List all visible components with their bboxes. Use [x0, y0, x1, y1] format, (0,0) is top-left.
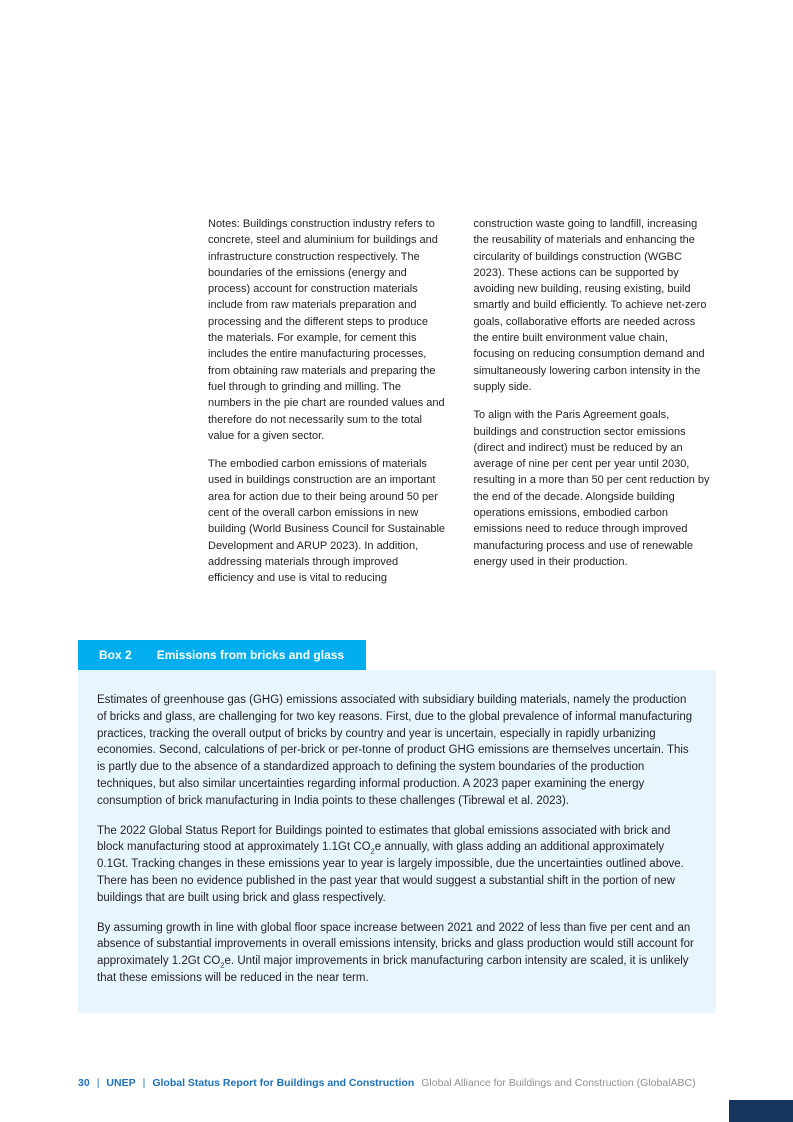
footer-org: UNEP: [106, 1077, 136, 1089]
page-footer: [78, 1077, 696, 1089]
footer-alliance: Global Alliance for Buildings and Construction (GlobalABC): [421, 1077, 696, 1089]
corner-tab-decoration: [729, 1100, 793, 1122]
box2-body: [78, 670, 716, 1013]
box2-p2-text: The 2022 Global Status Report for Buildings pointed to estimates that global emissions associated with brick and block manufacturing stood at approximately 1.1Gt CO: [97, 824, 671, 854]
box2-header: [78, 640, 366, 670]
box2-paragraph-1: Estimates of greenhouse gas (GHG) emissions associated with subsidiary building materials, namely the production of bricks and glass, are challenging for two key reasons. First, due to the global prevalence of informal manufacturing practices, tracking the overall output of bricks by country and year is uncertain, especially in rapidly urbanizing economies. Second, calculations of per-brick or per-tonne of product GHG emissions are themselves uncertain. This is partly due to the absence of a standardized approach to defining the system boundaries of the production techniques, but also similar uncertainties regarding informal production. A 2023 paper examining the energy consumption of brick manufacturing in India points to these challenges (Tibrewal et al. 2023).: [97, 694, 693, 807]
notes-paragraph-4: To align with the Paris Agreement goals, buildings and construction sector emissions (direct and indirect) must be reduced by an average of nine per cent per year until 2030, resulting in a more than 50 per cent reduction by the end of the decade. Alongside building operations emissions, embodied carbon emissions need to reduce through improved manufacturing process and use of renewable energy used in their production.: [473, 409, 710, 568]
notes-column-left: [208, 216, 446, 587]
box2-p3-text: By assuming growth in line with global floor space increase between 2021 and 2022 of less than five per cent and an absence of substantial improvements in overall emissions intensity, bricks and glass production would still account for approximately 1.2Gt CO: [97, 921, 694, 968]
footer-separator: |: [96, 1077, 100, 1089]
box2-label: Box 2: [99, 648, 132, 662]
box2-title: Emissions from bricks and glass: [156, 648, 345, 662]
notes-section: [208, 216, 711, 587]
page-number: 30: [78, 1077, 90, 1089]
notes-paragraph-1: Notes: Buildings construction industry refers to concrete, steel and aluminium for buildings and infrastructure construction respectively. The boundaries of the emissions (energy and process) account for construction materials include from raw materials preparation and processing and the different steps to produce the materials. For example, for cement this includes the entire manufacturing processes, from obtaining raw materials and preparing the fuel through to grinding and milling. The numbers in the pie chart are rounded values and therefore do not necessarily sum to the total value for a given sector.: [208, 218, 445, 442]
notes-paragraph-2: The embodied carbon emissions of materials used in buildings construction are an important area for action due to their being around 50 per cent of the overall carbon emissions in new building (World Business Council for Sustainable Development and ARUP 2023). In addition, addressing materials through improved efficiency and use is vital to reducing: [208, 458, 446, 585]
notes-column-right: [474, 216, 712, 587]
box2-p3-text-cont: e. Until major improvements in brick manufacturing carbon intensity are scaled, it is unlikely that these emissions will be reduced in the near term.: [97, 955, 689, 984]
box2-paragraph-2: [97, 823, 695, 907]
co2-subscript: 2: [370, 846, 375, 856]
box2-callout: [78, 640, 716, 1013]
footer-separator: |: [142, 1077, 146, 1089]
footer-report-title: Global Status Report for Buildings and Construction: [152, 1077, 415, 1089]
co2-subscript: 2: [220, 960, 225, 970]
box2-p2-text-cont: e annually, with glass adding an additional approximately 0.1Gt. Tracking changes in these emissions year to year is largely impossible, due the uncertainties outlined above. There has been no evidence published in the past year that would suggest a substantial shift in the portion of new buildings that are built using brick and glass respectively.: [97, 841, 684, 904]
box2-paragraph-3: [97, 920, 695, 987]
notes-paragraph-3: construction waste going to landfill, increasing the reusability of materials and enhancing the circularity of buildings construction (WGBC 2023). These actions can be supported by avoiding new building, reusing existing, build smartly and build efficiently. To achieve net-zero goals, collaborative efforts are needed across the entire built environment value chain, focusing on reducing consumption demand and simultaneously lowering carbon intensity in the supply side.: [473, 218, 707, 393]
